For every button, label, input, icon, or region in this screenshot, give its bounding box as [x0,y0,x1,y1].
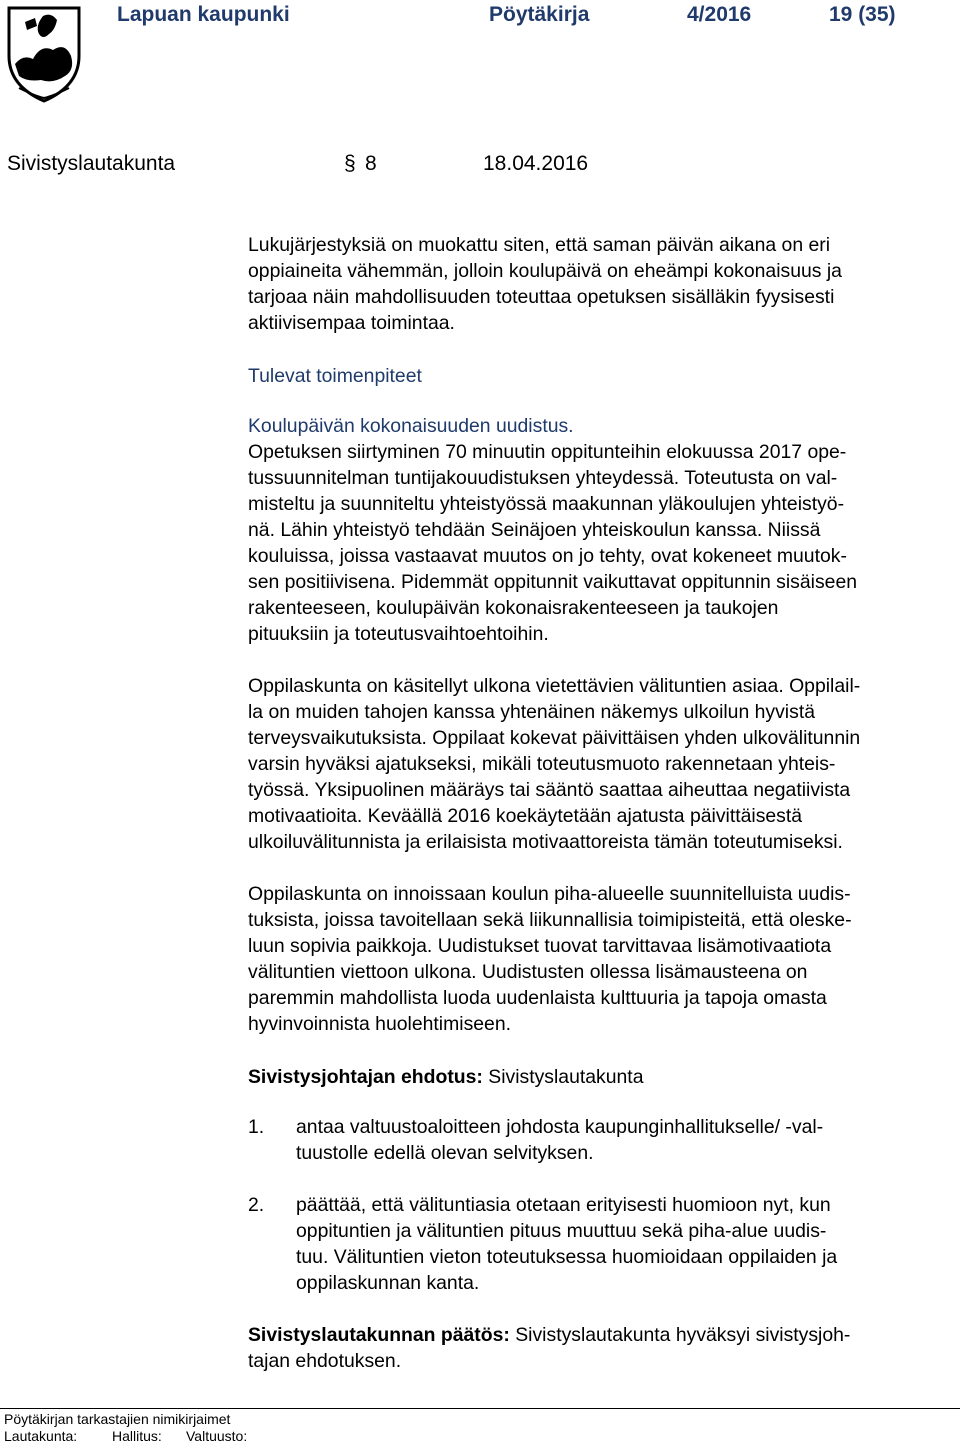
text-line: Opetuksen siirtyminen 70 minuutin oppitunteihin elokuussa 2017 ope- [248,441,847,463]
decision-label: Sivistyslautakunnan päätös: [248,1324,510,1346]
list-item-number: 2. [248,1194,265,1216]
text-line: paremmin mahdollista luoda uudenlaista kulttuuria ja tapoja omasta [248,987,827,1009]
meeting-date: 18.04.2016 [483,152,589,175]
text-line: rakenteeseen, koulupäivän kokonaisrakenteeseen ja taukojen [248,597,779,619]
text-line: oppilaskunnan kanta. [296,1272,480,1294]
text-line: päättää, että välituntiasia otetaan erityisesti huomioon nyt, kun [296,1194,831,1216]
section-heading: Tulevat toimenpiteet [248,365,422,387]
text-line: la on muiden tahojen kanssa yhtenäinen näkemys ulkoilun hyvistä [248,701,815,723]
government-label: Hallitus: [112,1428,162,1444]
text-line: Koulupäivän kokonaisuuden uudistus. [248,415,574,437]
proposal-text: Sivistyslautakunta [488,1066,644,1088]
org-name: Lapuan kaupunki [117,3,290,26]
text-line: välituntien viettoon ulkona. Uudistusten ollessa lisämausteena on [248,961,808,983]
text-line: työssä. Yksipuolinen määräys tai sääntö saattaa aiheuttaa negatiivista [248,779,851,801]
proposal-label: Sivistysjohtajan ehdotus: [248,1066,483,1088]
signatures-label: Pöytäkirjan tarkastajien nimikirjaimet [4,1411,231,1427]
decision [248,1322,850,1374]
decision-line [248,1322,850,1348]
list-item-number: 1. [248,1116,265,1138]
council-label: Valtuusto: [186,1428,248,1444]
text-line: tuksista, joissa tavoitellaan sekä liikunnallisia toimipisteitä, että oleske- [248,909,852,931]
document-number: 4/2016 [687,3,752,26]
document-type: Pöytäkirja [489,3,590,26]
text-line: tuustolle edellä olevan selvityksen. [296,1142,594,1164]
text-line: Oppilaskunta on käsitellyt ulkona vietettävien välituntien asiaa. Oppilail- [248,675,861,697]
committee-name: Sivistyslautakunta [7,152,176,175]
list-item [296,1192,837,1296]
page-indicator: 19 (35) [829,3,896,26]
text-line: tarjoaa näin mahdollisuuden toteuttaa opetuksen sisälläkin fyysisesti [248,286,835,308]
text-line: antaa valtuustoaloitteen johdosta kaupunginhallitukselle/ -val- [296,1116,824,1138]
proposal-heading [248,1064,643,1090]
text-line: Lukujärjestyksiä on muokattu siten, että saman päivän aikana on eri [248,234,831,256]
text-line: sen positiivisena. Pidemmät oppitunnit vaikuttavat oppitunnin sisäiseen [248,571,858,593]
text-line: nä. Lähin yhteistyö tehdään Seinäjoen yhteiskoulun kanssa. Niissä [248,519,821,541]
paragraph-4 [248,881,852,1037]
text-line: misteltu ja suunniteltu yhteistyössä maakunnan yläkoulujen yhteistyö- [248,493,845,515]
paragraph-3 [248,673,860,855]
text-line: kouluissa, joissa vastaavat muutos on jo tehty, ovat kokeneet muutok- [248,545,847,567]
text-line: tussuunnitelman tuntijakouudistuksen yhteydessä. Toteutusta on val- [248,467,838,489]
list-item [296,1114,823,1166]
text-line: tajan ehdotuksen. [248,1350,402,1372]
text-line: motivaatioita. Keväällä 2016 koekäytetään ajatusta päivittäisestä [248,805,803,827]
text-line: hyvinvoinnista huolehtimiseen. [248,1013,512,1035]
text-line: oppiaineita vähemmän, jolloin koulupäivä on eheämpi kokonaisuus ja [248,260,842,282]
text-line: luun sopivia paikkoja. Uudistukset tuovat tarvittavaa lisämotivaatiota [248,935,832,957]
board-label: Lautakunta: [4,1428,78,1444]
text-line: pituuksiin ja toteutusvaihtoehtoihin. [248,623,549,645]
text-line: oppituntien ja välituntien pituus muuttuu sekä piha-alue uudis- [296,1220,827,1242]
coat-of-arms-icon [5,4,83,104]
text-line: ulkoiluvälitunnista ja erilaisista motivaattoreista tämän toteutumiseksi. [248,831,843,853]
section-number: 8 [365,152,377,175]
text-line: varsin hyväksi ajatukseksi, mikäli toteutusmuoto rakennetaan yhteis- [248,753,836,775]
text-line: tuu. Välituntien vieton toteutuksessa huomioidaan oppilaiden ja [296,1246,838,1268]
decision-text: Sivistyslautakunta hyväksyi sivistysjoh- [515,1324,851,1346]
section-symbol: § [344,152,356,175]
paragraph-2 [248,413,857,647]
text-line: terveysvaikutuksista. Oppilaat kokevat päivittäisen yhden ulkovälitunnin [248,727,861,749]
paragraph-1 [248,232,842,336]
text-line: aktiivisempaa toimintaa. [248,312,455,334]
text-line: Oppilaskunta on innoissaan koulun piha-alueelle suunnitelluista uudis- [248,883,851,905]
footer-divider [0,1408,960,1409]
